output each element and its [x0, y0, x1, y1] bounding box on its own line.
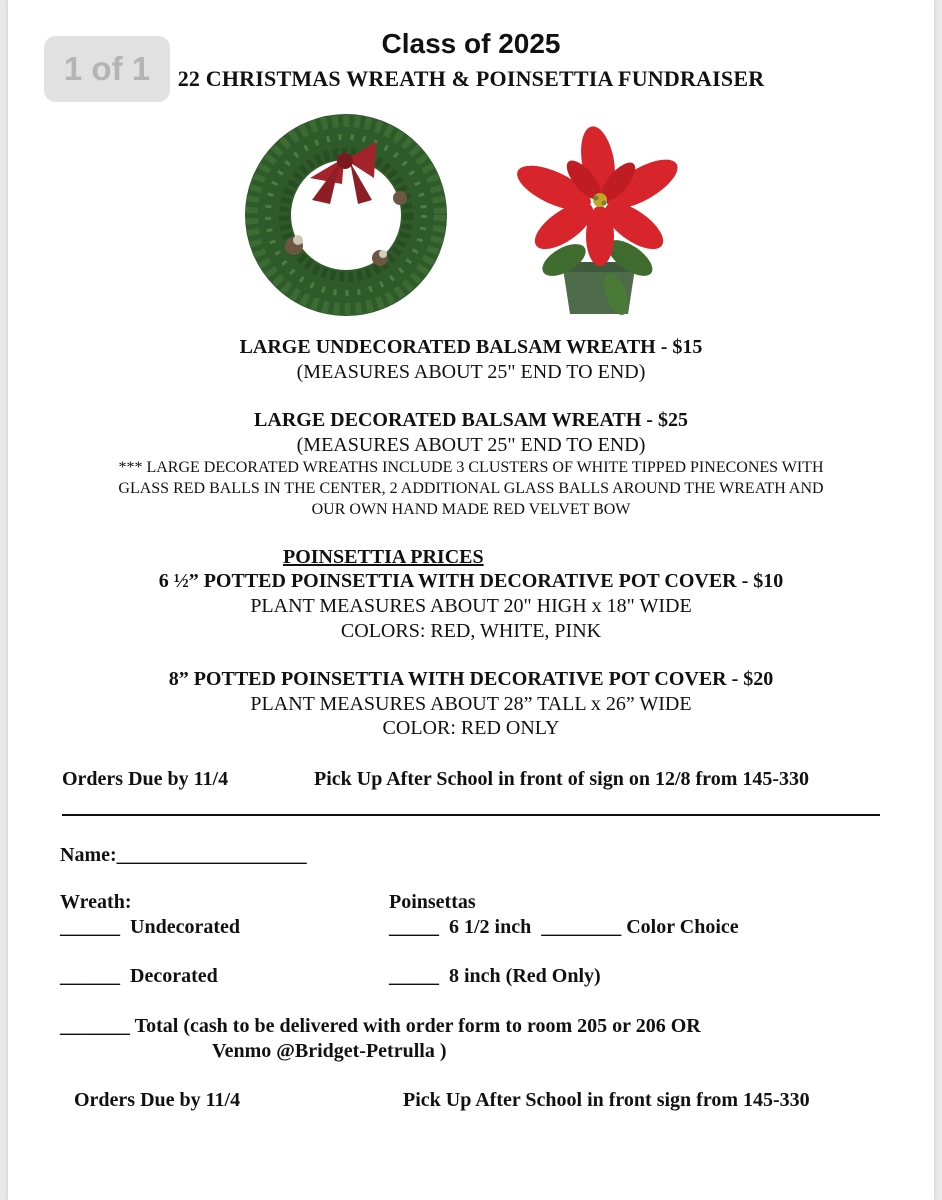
pickup-info-top: Pick Up After School in front of sign on 12/8 from 145-330: [314, 768, 810, 790]
small-poinsettia-price: 6 ½” POTTED POINSETTIA WITH DECORATIVE POT COVER - $10: [158, 570, 784, 592]
divider-line: [62, 814, 880, 816]
pickup-info-bottom: Pick Up After School in front sign from 145-330: [403, 1089, 810, 1111]
undecorated-order-line: ______ Undecorated: [60, 916, 240, 938]
name-field: Name:___________________: [60, 844, 307, 866]
page-indicator-badge: 1 of 1: [44, 36, 170, 102]
wreath-image: [240, 108, 452, 318]
wreath-heading: Wreath:: [60, 891, 132, 913]
small-poinsettia-size: PLANT MEASURES ABOUT 20" HIGH x 18" WIDE: [250, 595, 692, 617]
orders-due-bottom: Orders Due by 11/4: [74, 1089, 241, 1111]
decorated-wreath-note-line-1: *** LARGE DECORATED WREATHS INCLUDE 3 CLUSTERS OF WHITE TIPPED PINECONES WITH: [118, 459, 824, 476]
venmo-line: Venmo @Bridget-Petrulla ): [212, 1040, 447, 1062]
poinsettia-heading: Poinsettas: [389, 891, 476, 913]
total-line: _______ Total (cash to be delivered with order form to room 205 or 206 OR: [60, 1015, 701, 1037]
decorated-wreath-note-line-2: GLASS RED BALLS IN THE CENTER, 2 ADDITIONAL GLASS BALLS AROUND THE WREATH AND: [118, 480, 824, 497]
poinsettia-image: [506, 122, 692, 320]
poinsettia-prices-heading: POINSETTIA PRICES: [283, 546, 484, 568]
undecorated-wreath-size: (MEASURES ABOUT 25" END TO END): [296, 361, 646, 383]
undecorated-wreath-price: LARGE UNDECORATED BALSAM WREATH - $15: [239, 336, 703, 358]
large-poinsettia-size: PLANT MEASURES ABOUT 28” TALL x 26” WIDE: [250, 693, 692, 715]
page-title: Class of 2025: [381, 28, 561, 59]
decorated-wreath-size: (MEASURES ABOUT 25" END TO END): [296, 434, 646, 456]
decorated-order-line: ______ Decorated: [60, 965, 218, 987]
large-poinsettia-colors: COLOR: RED ONLY: [382, 717, 560, 739]
small-poinsettia-colors: COLORS: RED, WHITE, PINK: [340, 620, 602, 642]
large-poinsettia-price: 8” POTTED POINSETTIA WITH DECORATIVE POT COVER - $20: [168, 668, 774, 690]
page-subtitle: 22 CHRISTMAS WREATH & POINSETTIA FUNDRAISER: [177, 66, 765, 91]
decorated-wreath-price: LARGE DECORATED BALSAM WREATH - $25: [254, 409, 688, 431]
decorated-wreath-note-line-3: OUR OWN HAND MADE RED VELVET BOW: [311, 501, 631, 518]
orders-due-top: Orders Due by 11/4: [62, 768, 229, 790]
eight-inch-order-line: _____ 8 inch (Red Only): [389, 965, 601, 987]
six-inch-order-line: _____ 6 1/2 inch ________ Color Choice: [389, 916, 739, 938]
